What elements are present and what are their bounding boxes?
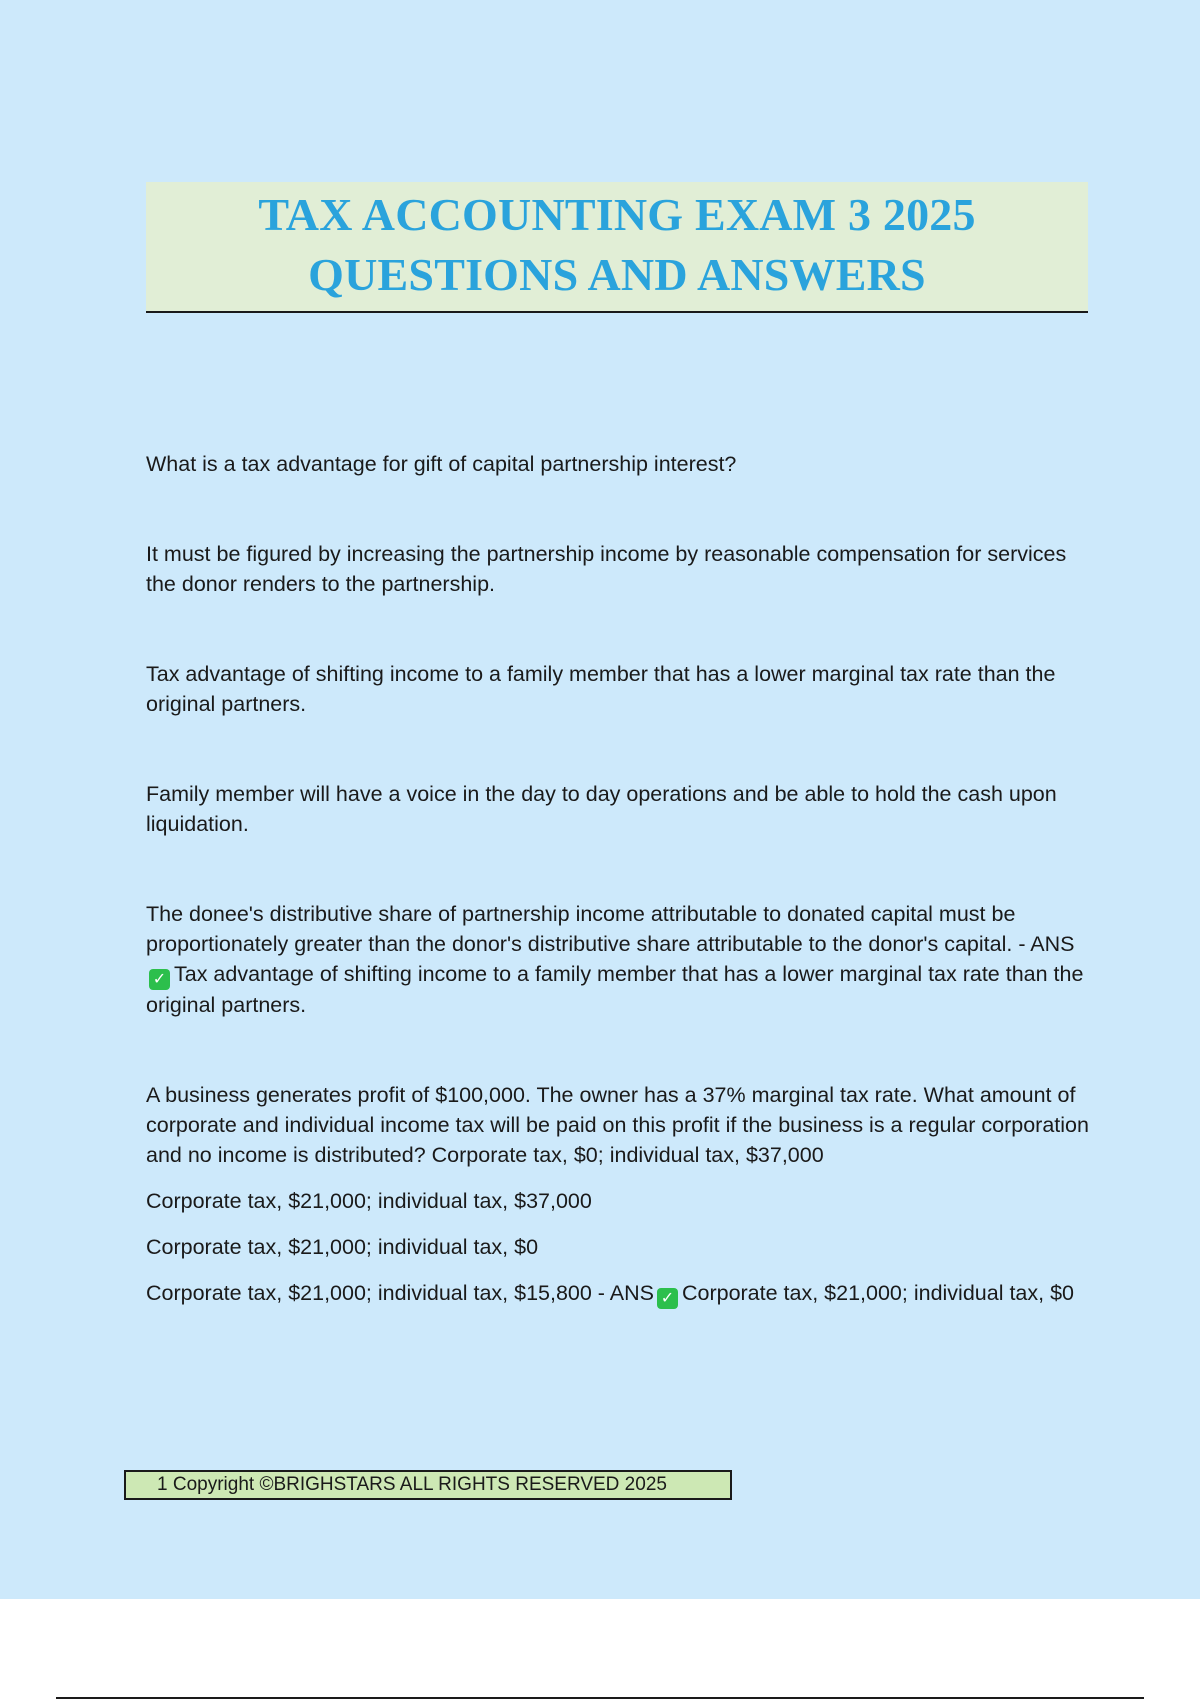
check-icon: ✓ bbox=[149, 969, 170, 990]
q1-option-1: It must be figured by increasing the partnership income by reasonable compensation for services the donor renders to the partnership. bbox=[146, 542, 1067, 596]
q2-answer: Corporate tax, $21,000; individual tax, $0 bbox=[681, 1281, 1074, 1305]
copyright-footer: 1 Copyright ©BRIGHSTARS ALL RIGHTS RESERVED 2025 bbox=[124, 1470, 732, 1500]
page-title-line-2: QUESTIONS AND ANSWERS bbox=[308, 249, 926, 300]
document-body bbox=[146, 449, 1090, 1309]
question-2: A business generates profit of $100,000. The owner has a 37% marginal tax rate. What amount of corporate and individual income tax will be paid on this profit if the business is a regular corporation and no income is distributed? Corporate tax, $0; individual tax, $37,000 bbox=[146, 1083, 1089, 1167]
q2-option-4-text: Corporate tax, $21,000; individual tax, $15,800 - ANS bbox=[146, 1281, 654, 1305]
title-banner bbox=[146, 182, 1088, 313]
q2-option-2: Corporate tax, $21,000; individual tax, $37,000 bbox=[146, 1189, 592, 1213]
q1-option-3: Family member will have a voice in the day to day operations and be able to hold the cash upon liquidation. bbox=[146, 782, 1057, 836]
q2-option-4-with-answer bbox=[146, 1278, 1090, 1309]
q1-option-4-text: The donee's distributive share of partnership income attributable to donated capital must be proportionately greater than the donor's distributive share attributable to the donor's capital. - ANS bbox=[146, 902, 1075, 956]
q2-option-3: Corporate tax, $21,000; individual tax, $0 bbox=[146, 1235, 539, 1259]
page-title-line-1: TAX ACCOUNTING EXAM 3 2025 bbox=[258, 189, 976, 240]
q1-option-2: Tax advantage of shifting income to a family member that has a lower marginal tax rate than the original partners. bbox=[146, 662, 1056, 716]
question-1: What is a tax advantage for gift of capital partnership interest? bbox=[146, 452, 737, 476]
q1-answer: Tax advantage of shifting income to a family member that has a lower marginal tax rate than the original partners. bbox=[146, 962, 1084, 1017]
check-icon: ✓ bbox=[657, 1288, 678, 1309]
q1-option-4-with-answer bbox=[146, 899, 1090, 1020]
bottom-divider bbox=[56, 1697, 1144, 1699]
